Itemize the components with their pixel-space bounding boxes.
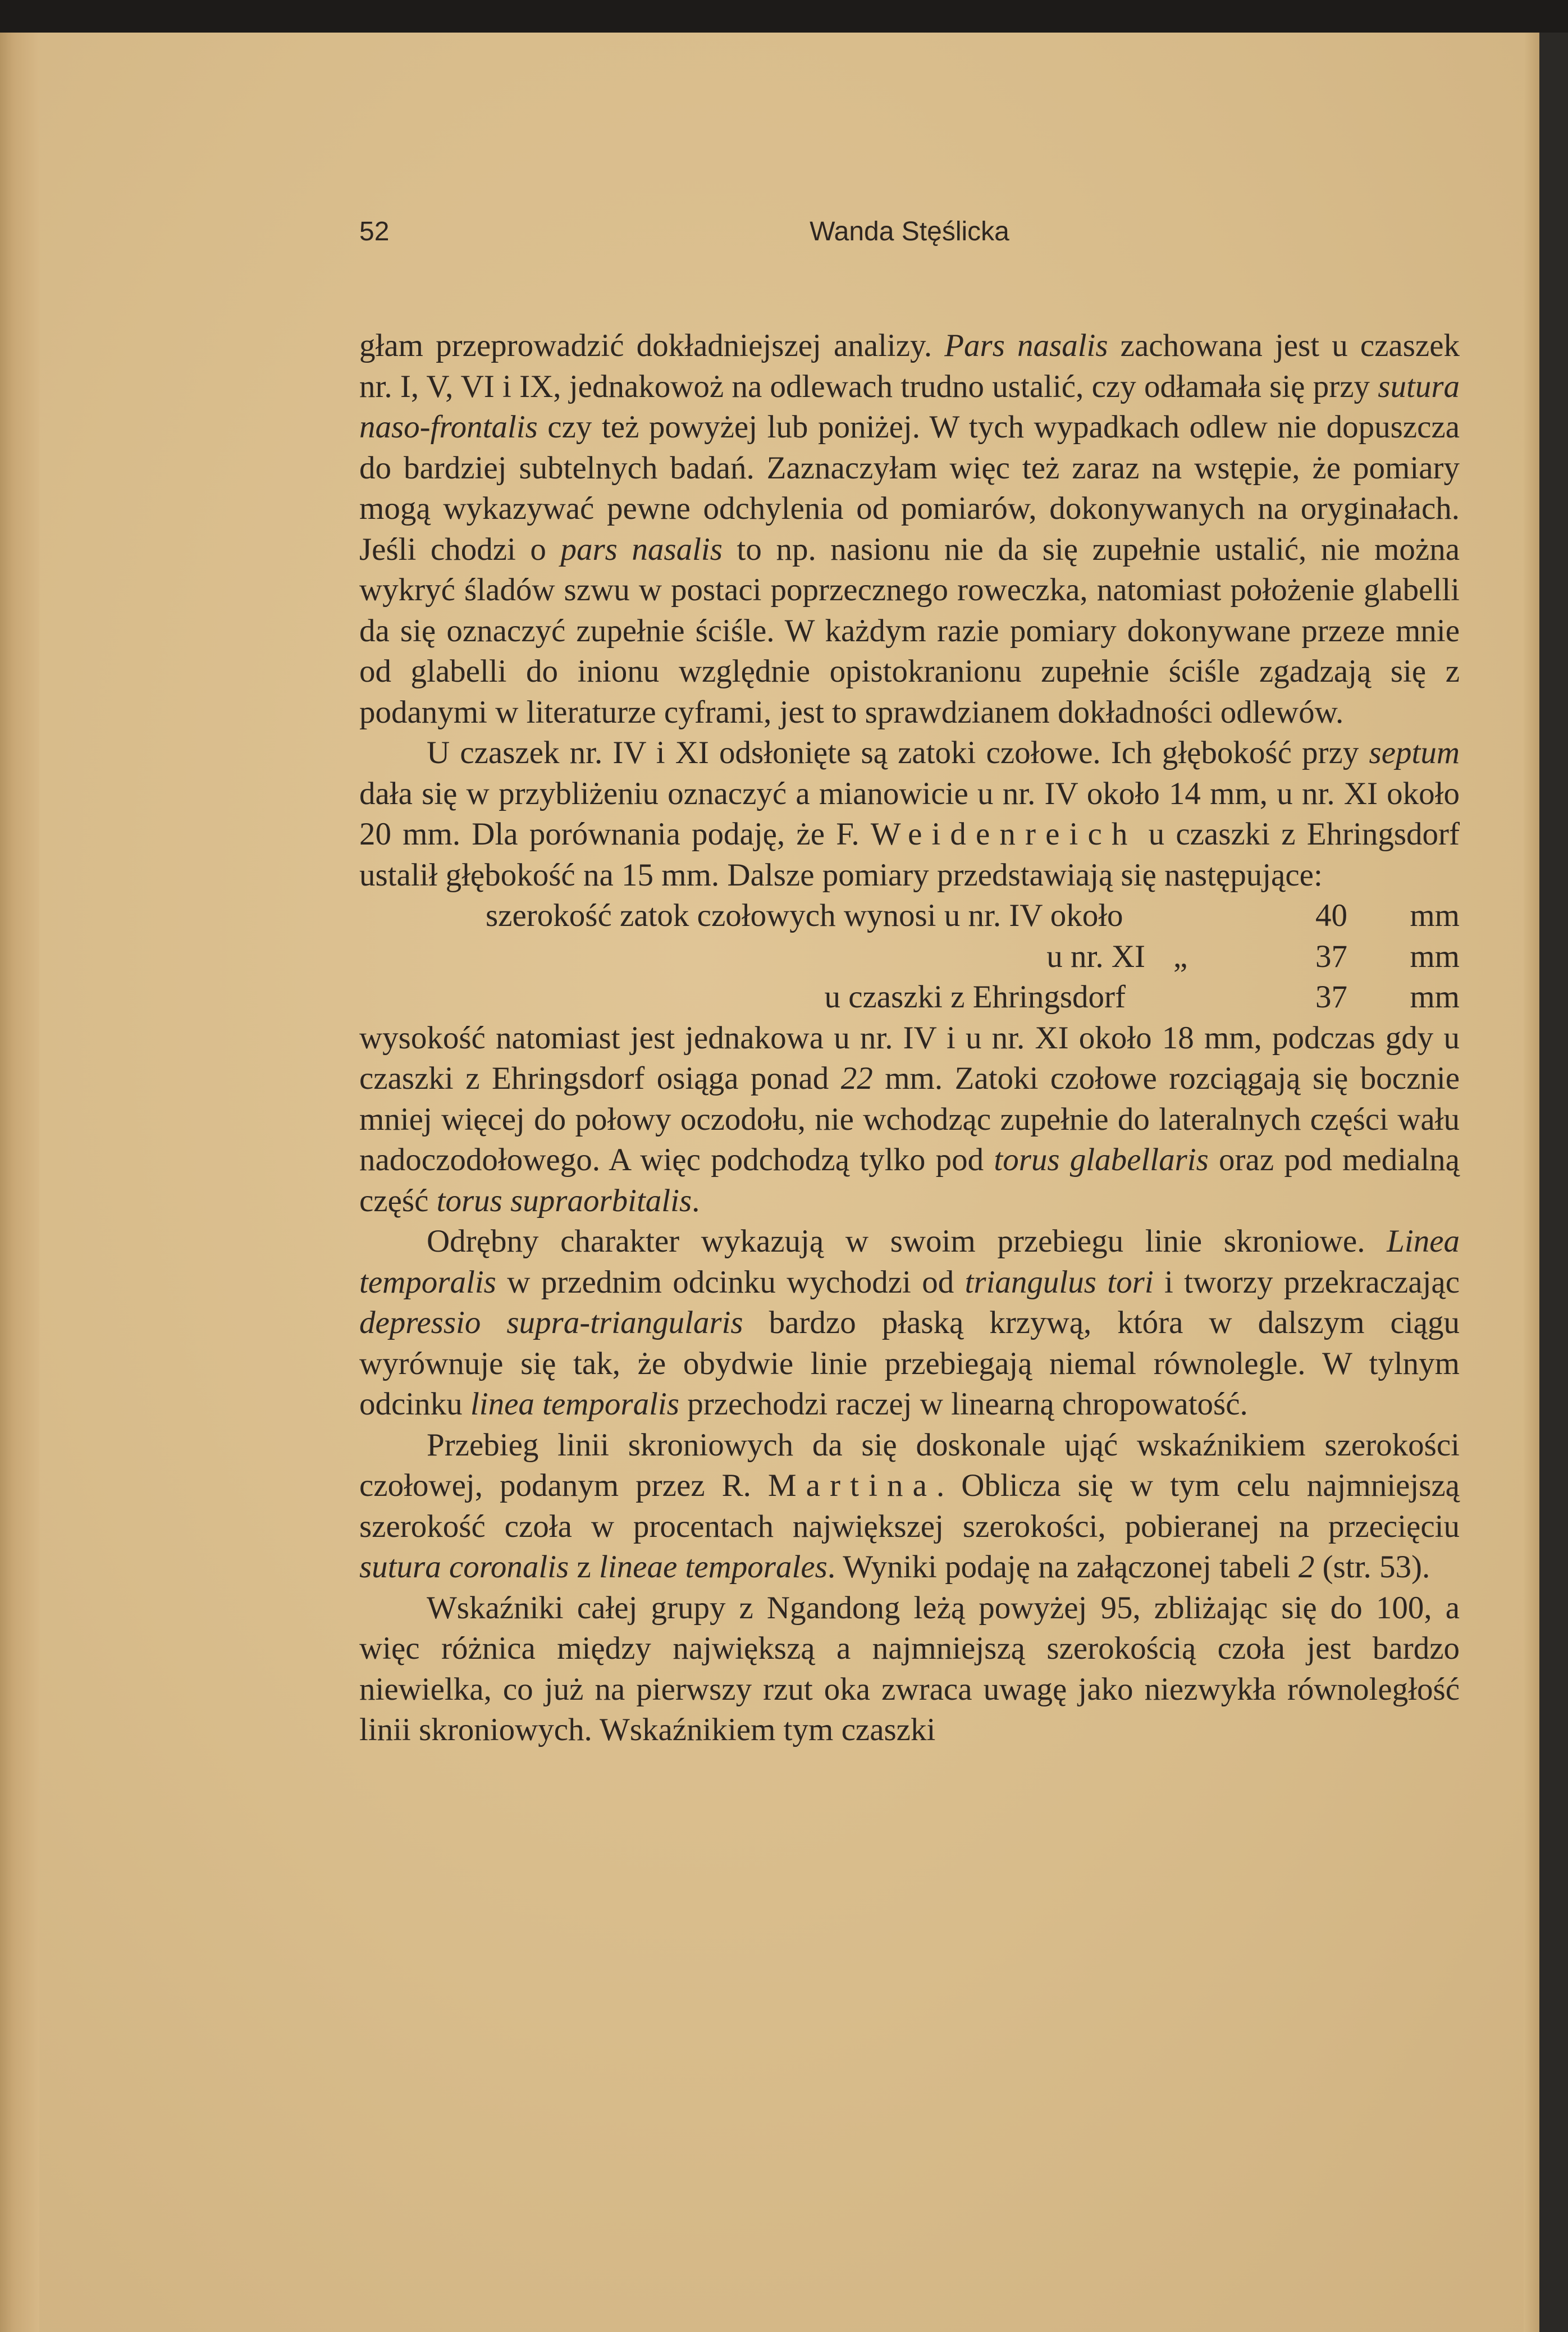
text-run: to np. nasionu nie da się zupełnie ustalić, nie można wykryć śladów szwu w postaci poprzecznego roweczka, natomiast położenie glabelli da się oznaczyć zupełnie ściśle. W każdym razie pomiary dokonywane przeze mnie od glabelli do inionu względnie opistokranionu zupełnie ściśle zgadzają się z podanymi w literaturze cyframi, jest to sprawdzianem dokładności odlewów.: [359, 531, 1460, 730]
text-run: z: [569, 1549, 599, 1585]
italic-number: 22: [840, 1061, 873, 1096]
paragraph-4: [359, 1221, 1460, 1425]
text-run: bardzo płaską krzywą, która w dalszym ciągu wyrównuje się tak, że obydwie linie przebiegają niemal równolegle. W tylnym odcinku: [359, 1305, 1460, 1422]
measurement-value: 40: [1315, 898, 1347, 933]
latin-term: sutura coronalis: [359, 1549, 569, 1585]
latin-term: torus supraorbitalis: [436, 1183, 692, 1219]
paragraph-6: [359, 1588, 1460, 1751]
text-run: zachowana jest u czaszek nr. I, V, VI i IX, jednakowoż na odlewach trudno ustalić, czy odłamała się przy: [359, 328, 1460, 404]
measurement-row: [359, 896, 1460, 937]
text-run: czy też powyżej lub poniżej. W tych wypadkach odlew nie dopuszcza do bardziej subtelnych badań. Zaznaczyłam więc też zaraz na wstępie, że pomiary mogą wykazywać pewne odchylenia od pomiarów, dokonywanych na oryginałach. Jeśli chodzi o: [359, 409, 1460, 567]
measurement-label: szerokość zatok czołowych wynosi u nr. IV około: [486, 898, 1123, 933]
text-run: U czaszek nr. IV i XI odsłonięte są zatoki czołowe. Ich głębokość przy: [427, 735, 1369, 770]
text-run: u czaszki z Ehringsdorf ustalił głębokość na 15 mm. Dalsze pomiary przedstawiają się następujące:: [359, 816, 1460, 893]
text-run: mm. Zatoki czołowe rozciągają się bocznie mniej więcej do połowy oczodołu, nie wchodząc zupełnie do lateralnych części wału nadoczodołowego. A więc podchodzą tylko pod: [359, 1061, 1460, 1178]
text-run: Odrębny charakter wykazują w swoim przebiegu linie skroniowe.: [427, 1224, 1387, 1259]
text-run: przechodzi raczej w linearną chropowatość.: [679, 1386, 1248, 1422]
measurement-label: u nr. XI: [1046, 938, 1145, 974]
text-run: Przebieg linii skroniowych da się doskonale ująć wskaźnikiem szerokości czołowej, podanym przez R.: [359, 1427, 1460, 1503]
latin-term: Pars nasalis: [944, 328, 1108, 363]
latin-term: septum: [1369, 735, 1460, 770]
measurement-value: 37: [1315, 938, 1347, 974]
body-text: [359, 326, 1460, 1751]
author-name: Martina: [767, 1468, 937, 1503]
text-run: dała się w przybliżeniu oznaczyć a mianowicie u nr. IV około 14 mm, u nr. XI około 20 mm. Dla porównania podaję, że F.: [359, 775, 1460, 852]
page-binding-edge: [0, 33, 39, 2332]
measurement-label: u czaszki z Ehringsdorf: [824, 979, 1126, 1015]
text-run: Wskaźniki całej grupy z Ngandong leżą powyżej 95, zbliżając się do 100, a więc różnica między największą a najmniejszą szerokością czoła jest bardzo niewielka, co już na pierwszy rzut oka zwraca uwagę jako niezwykła równoległość linii skroniowych. Wskaźnikiem tym czaszki: [359, 1590, 1460, 1747]
page-outer-edge: [1524, 33, 1539, 2332]
latin-term: pars nasalis: [560, 531, 723, 567]
latin-term: torus glabellaris: [994, 1142, 1209, 1178]
paragraph-2: [359, 733, 1460, 896]
latin-term: Linea temporalis: [359, 1224, 1460, 1300]
text-run: . Wyniki podaję na załączonej tabeli: [827, 1549, 1299, 1585]
ditto-mark: „: [1173, 938, 1188, 974]
italic-number: 2: [1298, 1549, 1315, 1585]
scan-background: [0, 0, 1568, 33]
measurement-unit: mm: [1410, 979, 1460, 1015]
text-run: wysokość natomiast jest jednakowa u nr. IV i u nr. XI około 18 mm, podczas gdy u czaszki z Ehringsdorf osiąga ponad: [359, 1020, 1460, 1096]
latin-term: triangulus tori: [964, 1264, 1154, 1300]
text-run: i tworzy przekraczając: [1153, 1264, 1460, 1300]
measurement-unit: mm: [1410, 938, 1460, 974]
text-run: głam przeprowadzić dokładniejszej analizy.: [359, 328, 945, 363]
running-head: [359, 216, 1460, 261]
paragraph-5: [359, 1425, 1460, 1588]
text-run: .: [692, 1183, 700, 1219]
text-run: oraz pod medialną część: [359, 1142, 1460, 1219]
paragraph-3: [359, 1018, 1460, 1222]
author-name: Weidenreich: [870, 816, 1137, 852]
measurement-row: [359, 977, 1460, 1018]
measurement-value: 37: [1315, 979, 1347, 1015]
latin-term: linea temporalis: [470, 1386, 679, 1422]
text-run: (str. 53).: [1314, 1549, 1430, 1585]
text-run: . Oblicza się w tym celu najmniejszą szerokość czoła w procentach największej szerokości, pobieranej na przecięciu: [359, 1468, 1460, 1544]
latin-term: lineae temporales: [598, 1549, 828, 1585]
measurement-unit: mm: [1410, 898, 1460, 933]
latin-term: sutura naso-frontalis: [359, 368, 1460, 445]
page-number: 52: [359, 217, 390, 247]
measurement-row: [359, 937, 1460, 978]
running-head-author: Wanda Stęślicka: [810, 217, 1009, 247]
text-run: w przednim odcinku wychodzi od: [496, 1264, 965, 1300]
paragraph-1: [359, 326, 1460, 733]
latin-term: depressio supra-triangularis: [359, 1305, 743, 1340]
